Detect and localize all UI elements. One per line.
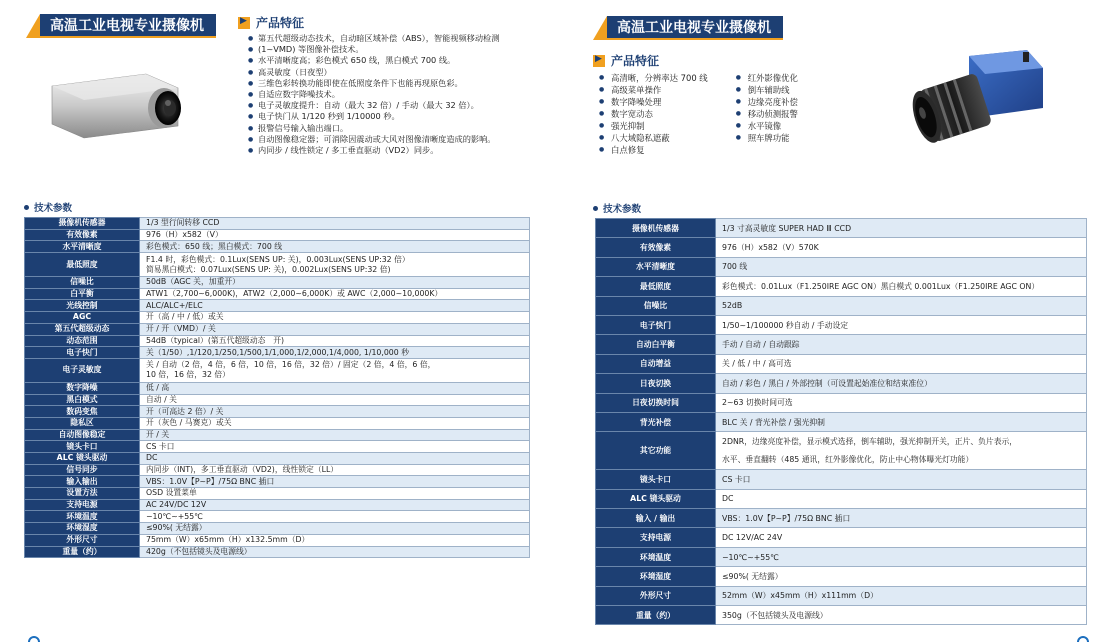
spec-row: [25, 288, 530, 300]
spec-value-line: 自动 / 关: [146, 394, 177, 404]
spec-value-line: 手动 / 自动 / 自动跟踪: [722, 340, 800, 350]
spec-value-line: 54dB（typical）(第五代超级动态 开): [146, 335, 285, 345]
spec-key: 数字降噪: [25, 382, 140, 394]
spec-key: 隐私区: [25, 417, 140, 429]
spec-key: 第五代超级动态: [25, 323, 140, 335]
spec-value-line: OSD 设置菜单: [146, 488, 197, 498]
spec-row: [596, 586, 1087, 605]
right-features-title: 产品特征: [611, 54, 660, 68]
feature-item: ● 高清晰，分辨率达 700 线: [599, 72, 708, 84]
feature-item: ● 数字宽动态: [599, 108, 708, 120]
spec-value: [140, 218, 530, 230]
spec-value-line: 开（可高达 2 倍）/ 关: [146, 406, 224, 416]
left-banner-title: 高温工业电视专业摄像机: [40, 14, 216, 38]
spec-value: [140, 382, 530, 394]
spec-row: [596, 257, 1087, 276]
left-features-title: 产品特征: [256, 16, 305, 30]
spec-value-line: 52dB: [722, 301, 743, 311]
spec-value: [716, 335, 1087, 354]
spec-row: [25, 218, 530, 230]
spec-value: [716, 567, 1087, 586]
spec-value: [140, 534, 530, 546]
spec-value: [140, 335, 530, 347]
spec-key: 摄像机传感器: [25, 218, 140, 230]
spec-key: 电子快门: [596, 315, 716, 334]
spec-row: [25, 441, 530, 453]
spec-value: [716, 393, 1087, 412]
spec-key: 自动白平衡: [596, 335, 716, 354]
spec-value: [140, 476, 530, 488]
spec-value-line: −10℃~+55℃: [722, 552, 779, 562]
box-camera-image: [46, 68, 196, 142]
spec-row: [25, 335, 530, 347]
left-features-header: [238, 14, 304, 31]
right-tech-header: [593, 201, 641, 215]
right-tech-title: 技术参数: [603, 204, 642, 215]
spec-value-line: 开 / 关: [146, 429, 170, 439]
feature-item: ● 强光抑制: [599, 120, 708, 132]
spec-value: [716, 509, 1087, 528]
spec-value-line: VBS：1.0V【P~P】/75Ω BNC 插口: [146, 476, 275, 486]
bullet-icon: [24, 205, 29, 210]
feature-item: ● (1~VMD) 等图像补偿技术。: [248, 44, 548, 55]
spec-key: 输入 / 输出: [596, 509, 716, 528]
spec-row: [596, 219, 1087, 238]
spec-value: [140, 499, 530, 511]
spec-value: [140, 394, 530, 406]
spec-value: [140, 358, 530, 382]
spec-value-line: −10℃~+55℃: [146, 511, 203, 521]
spec-value-line: ATW1（2,700~6,000K)，ATW2（2,000~6,000K）或 AWC（2,000~10,000K）: [146, 289, 443, 299]
right-features-header: [593, 52, 659, 69]
spec-value: [716, 354, 1087, 373]
spec-value: [716, 432, 1087, 470]
spec-value-line: 水平、垂直翻转（485 通讯，红外影像优化，防止中心物体曝光灯功能）: [722, 454, 974, 464]
left-spec-table: [24, 217, 530, 558]
spec-value: [140, 277, 530, 289]
right-spec-table: [595, 218, 1087, 625]
right-features-columns: [599, 72, 798, 156]
spec-row: [25, 253, 530, 277]
spec-key: 镜头卡口: [596, 470, 716, 489]
banner-accent: [593, 16, 607, 40]
feature-item: ● 红外影像优化: [736, 72, 798, 84]
spec-value-line: F1.4 时，彩色模式：0.1Lux(SENS UP: 关)，0.003Lux(SENS UP:32 倍）: [146, 254, 410, 264]
spec-value: [716, 238, 1087, 257]
feature-item: ● 水平清晰度高；彩色模式 650 线，黑白模式 700 线。: [248, 55, 548, 66]
spec-key: 电子灵敏度: [25, 358, 140, 382]
spec-row: [596, 432, 1087, 470]
spec-value-line: 976（H）x582（V）: [146, 230, 223, 240]
spec-key: 环境湿度: [25, 523, 140, 535]
page-corner-mark: [1077, 636, 1089, 642]
spec-key: 背光补偿: [596, 412, 716, 431]
spec-value-line: 彩色模式：650 线；黑白模式：700 线: [146, 241, 283, 251]
banner-accent: [26, 14, 40, 38]
left-tech-title: 技术参数: [34, 203, 73, 214]
spec-row: [596, 238, 1087, 257]
spec-value-line: ALC/ALC+/ELC: [146, 300, 203, 310]
spec-row: [25, 358, 530, 382]
spec-row: [596, 296, 1087, 315]
feature-item: ● 移动侦测报警: [736, 108, 798, 120]
spec-value: [140, 253, 530, 277]
spec-value-line: 50dB（AGC 关，加重开）: [146, 277, 240, 287]
right-page: [557, 0, 1114, 642]
spec-row: [25, 300, 530, 312]
spec-value: [140, 406, 530, 418]
right-title-banner: [593, 16, 783, 40]
spec-key: 环境温度: [596, 547, 716, 566]
bullet-icon: [593, 206, 598, 211]
feature-item: ● 内同步 / 线性锁定 / 多工垂直驱动（VD2）同步。: [248, 145, 548, 156]
spec-key: 光线控制: [25, 300, 140, 312]
spec-value: [140, 523, 530, 535]
spec-row: [596, 509, 1087, 528]
spec-key: 最低照度: [25, 253, 140, 277]
spec-row: [596, 567, 1087, 586]
spec-key: 白平衡: [25, 288, 140, 300]
spec-key: 信噪比: [596, 296, 716, 315]
spec-value-line: 350g（不包括镜头及电源线）: [722, 610, 828, 620]
spec-value: [716, 219, 1087, 238]
spec-value: [140, 300, 530, 312]
feature-item: ● 三维色彩转换功能即使在低照度条件下也能再现原色彩。: [248, 78, 548, 89]
spec-key: 信噪比: [25, 277, 140, 289]
spec-value-line: 关 / 低 / 中 / 高可选: [722, 359, 792, 369]
spec-key: 自动增益: [596, 354, 716, 373]
spec-value-line: 75mm（W）x65mm（H）x132.5mm（D）: [146, 535, 310, 545]
spec-row: [25, 511, 530, 523]
spec-row: [25, 417, 530, 429]
spec-value: [716, 489, 1087, 508]
spec-row: [25, 464, 530, 476]
left-features-list: [248, 33, 548, 156]
spec-row: [25, 312, 530, 324]
spec-key: 有效像素: [596, 238, 716, 257]
spec-value-line: VBS：1.0V【P~P】/75Ω BNC 插口: [722, 513, 851, 523]
feature-item: ● 水平镜像: [736, 120, 798, 132]
spec-value-line: 内同步（INT)，多工垂直驱动（VD2)，线性锁定（LL）: [146, 465, 339, 475]
spec-value: [140, 323, 530, 335]
spec-key: 自动图像稳定: [25, 429, 140, 441]
spec-row: [596, 606, 1087, 625]
spec-key: 环境温度: [25, 511, 140, 523]
spec-row: [596, 528, 1087, 547]
spec-key: 输入输出: [25, 476, 140, 488]
feature-item: ● 报警信号输入输出端口。: [248, 123, 548, 134]
spec-value-line: 10 倍，16 倍，32 倍）: [146, 370, 230, 380]
spec-row: [596, 374, 1087, 393]
spec-value: [140, 546, 530, 558]
play-square-icon: [238, 17, 250, 29]
spec-row: [25, 406, 530, 418]
spec-row: [25, 499, 530, 511]
spec-value-line: 1/3 寸高灵敏度 SUPER HAD Ⅲ CCD: [722, 223, 852, 233]
spec-key: ALC 镜头驱动: [25, 453, 140, 465]
spec-key: 重量（约）: [596, 606, 716, 625]
left-tech-header: [24, 200, 72, 214]
spec-value: [140, 347, 530, 359]
spec-value-line: 52mm（W）x45mm（H）x111mm（D）: [722, 591, 878, 601]
feature-item: ● 第五代超级动态技术，自动暗区域补偿（ABS），智能视频移动检测: [248, 33, 548, 44]
spec-value-line: 关 / 自动（2 倍，4 倍，6 倍，10 倍，16 倍，32 倍）/ 固定（2 倍，4 倍，6 倍，: [146, 360, 436, 370]
page-corner-mark: [28, 636, 40, 642]
spec-value-line: 1/3 型行间转移 CCD: [146, 218, 220, 228]
right-features-col2: [736, 72, 798, 156]
play-square-icon: [593, 55, 605, 67]
spec-row: [25, 347, 530, 359]
feature-item: ● 高级菜单操作: [599, 84, 708, 96]
spec-value-line: CS 卡口: [722, 474, 751, 484]
feature-item: ● 自适应数字降噪技术。: [248, 89, 548, 100]
spec-key: 电子快门: [25, 347, 140, 359]
spec-value: [716, 277, 1087, 296]
spec-key: 环境湿度: [596, 567, 716, 586]
spec-row: [596, 277, 1087, 296]
spec-key: 日夜切换时间: [596, 393, 716, 412]
spec-key: 摄像机传感器: [596, 219, 716, 238]
spec-key: 镜头卡口: [25, 441, 140, 453]
spec-value-line: 开（高 / 中 / 低）或关: [146, 312, 224, 322]
spec-value: [140, 429, 530, 441]
spec-key: 有效像素: [25, 229, 140, 241]
feature-item: ● 高灵敏度（日夜型）: [248, 67, 548, 78]
spec-value-line: 2DNR，边缘亮度补偿，显示模式选择，倒车辅助，强光抑制开关，正片、负片表示，: [722, 436, 1018, 446]
spec-key: 黑白模式: [25, 394, 140, 406]
spec-value: [716, 257, 1087, 276]
spec-key: 设置方法: [25, 488, 140, 500]
industrial-camera-image: [907, 46, 1047, 156]
spec-row: [25, 323, 530, 335]
spec-row: [596, 335, 1087, 354]
feature-item: ● 倒车辅助线: [736, 84, 798, 96]
feature-item: ● 电子灵敏度提升：自动（最大 32 倍）/ 手动（最大 32 倍）。: [248, 100, 548, 111]
spec-value-line: 700 线: [722, 262, 748, 272]
spec-value: [716, 606, 1087, 625]
spec-value-line: 关（1/50）,1/120,1/250,1/500,1/1,000,1/2,000,1/4,000, 1/10,000 秒: [146, 347, 410, 357]
spec-value: [716, 470, 1087, 489]
spec-value-line: 2~63 切换时间可选: [722, 398, 793, 408]
spec-value-line: DC 12V/AC 24V: [722, 533, 783, 543]
spec-row: [25, 534, 530, 546]
spec-value: [140, 312, 530, 324]
spec-key: 水平清晰度: [25, 241, 140, 253]
spec-row: [596, 354, 1087, 373]
spec-value-line: 开（灰色 / 马赛克）或关: [146, 418, 232, 428]
spec-key: 信号同步: [25, 464, 140, 476]
spec-value-line: 彩色模式：0.01Lux（F1.250IRE AGC ON）黑白模式 0.001Lux（F1.250IRE AGC ON）: [722, 281, 1040, 291]
spec-value-line: 420g（不包括镜头及电源线）: [146, 546, 252, 556]
spec-value: [716, 547, 1087, 566]
spec-key: 最低照度: [596, 277, 716, 296]
right-features-col1: [599, 72, 708, 156]
spec-row: [596, 470, 1087, 489]
spec-row: [25, 453, 530, 465]
spec-value: [716, 412, 1087, 431]
spec-row: [25, 241, 530, 253]
spec-row: [25, 523, 530, 535]
left-title-banner: [26, 14, 216, 38]
feature-item: ● 数字降噪处理: [599, 96, 708, 108]
spec-row: [25, 394, 530, 406]
spec-value-line: 1/50~1/100000 秒自动 / 手动设定: [722, 320, 849, 330]
spec-row: [25, 476, 530, 488]
spec-row: [25, 382, 530, 394]
spec-value: [140, 229, 530, 241]
spec-value: [140, 488, 530, 500]
spec-value-line: 976（H）x582（V）570K: [722, 243, 819, 253]
feature-item: ● 电子快门从 1/120 秒到 1/10000 秒。: [248, 111, 548, 122]
spec-key: 动态范围: [25, 335, 140, 347]
spec-key: AGC: [25, 312, 140, 324]
spec-row: [25, 488, 530, 500]
spec-row: [596, 547, 1087, 566]
spec-key: 日夜切换: [596, 374, 716, 393]
spec-key: 支持电源: [596, 528, 716, 547]
spec-key: 数码变焦: [25, 406, 140, 418]
spec-value: [716, 374, 1087, 393]
spec-value-line: CS 卡口: [146, 441, 175, 451]
spec-value: [716, 315, 1087, 334]
spec-value: [140, 464, 530, 476]
spec-row: [25, 229, 530, 241]
right-banner-title: 高温工业电视专业摄像机: [607, 16, 783, 40]
spec-value: [140, 417, 530, 429]
spec-key: 水平清晰度: [596, 257, 716, 276]
spec-row: [596, 412, 1087, 431]
spec-key: 重量（约）: [25, 546, 140, 558]
spec-key: ALC 镜头驱动: [596, 489, 716, 508]
spec-value: [716, 296, 1087, 315]
spec-value-line: 开 / 开（VMD）/ 关: [146, 324, 216, 334]
spec-value-line: DC: [146, 453, 158, 463]
spec-value: [140, 511, 530, 523]
spec-value-line: BLC 关 / 背光补偿 / 强光抑制: [722, 417, 825, 427]
feature-item: ● 八大域隐私遮蔽: [599, 132, 708, 144]
spec-row: [25, 277, 530, 289]
spec-value: [140, 241, 530, 253]
spec-value-line: DC: [722, 494, 734, 504]
spec-value-line: 自动 / 彩色 / 黑白 / 外部控制（可设置起始准位和结束准位）: [722, 378, 932, 388]
feature-item: ● 白点修复: [599, 144, 708, 156]
spec-value-line: AC 24V/DC 12V: [146, 500, 207, 510]
spec-row: [25, 429, 530, 441]
spec-row: [596, 393, 1087, 412]
spec-value: [716, 586, 1087, 605]
spec-value: [140, 288, 530, 300]
spec-row: [25, 546, 530, 558]
spec-row: [596, 315, 1087, 334]
spec-row: [596, 489, 1087, 508]
spec-value-line: ≤90%( 无结露）: [722, 571, 783, 581]
feature-item: ● 边缘亮度补偿: [736, 96, 798, 108]
spec-key: 外形尺寸: [596, 586, 716, 605]
spec-key: 其它功能: [596, 432, 716, 470]
spec-value-line: 低 / 高: [146, 383, 170, 393]
spec-value-line: ≤90%( 无结露）: [146, 523, 207, 533]
spec-key: 外形尺寸: [25, 534, 140, 546]
spec-value: [140, 453, 530, 465]
feature-item: ● 自动图像稳定器；可消除因震动或大风对图像清晰度造成的影响。: [248, 134, 548, 145]
spec-value: [716, 528, 1087, 547]
spec-value-line: 简易黑白模式：0.07Lux(SENS UP: 关)，0.002Lux(SENS UP:32 倍): [146, 264, 391, 274]
spec-key: 支持电源: [25, 499, 140, 511]
feature-item: ● 照车牌功能: [736, 132, 798, 144]
spec-value: [140, 441, 530, 453]
